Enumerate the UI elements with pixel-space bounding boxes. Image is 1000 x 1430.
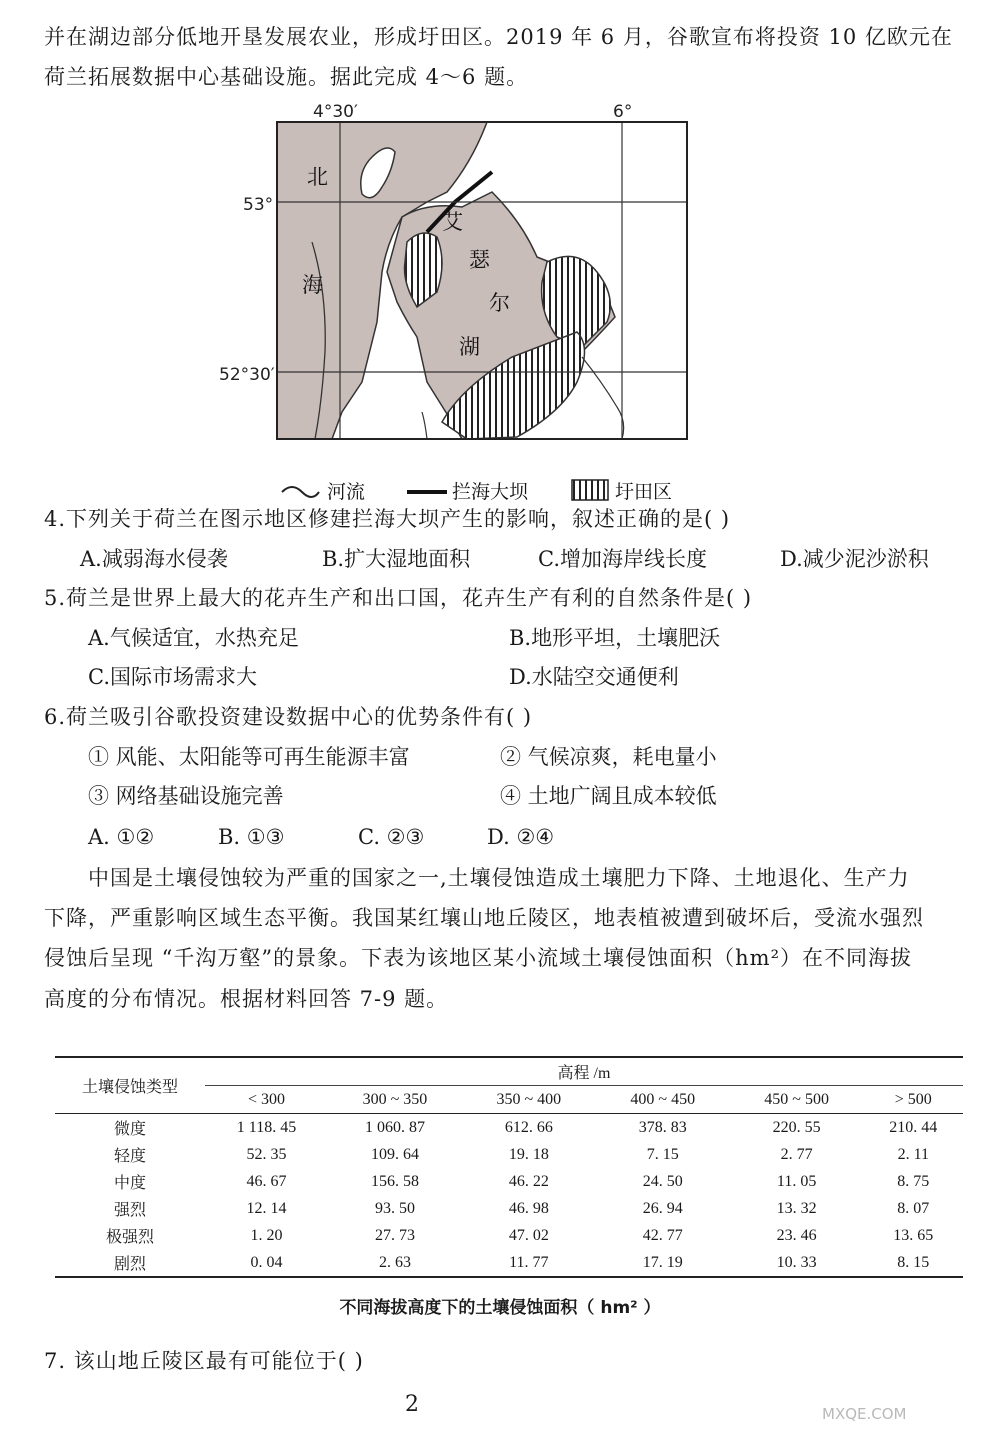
q7-stem: 7. 该山地丘陵区最有可能位于( ) [44, 1349, 364, 1373]
q5-option-d: D.水陆空交通便利 [509, 665, 679, 689]
intro-line-1: 并在湖边部分低地开垦发展农业，形成圩田区。2019 年 6 月，谷歌宣布将投资 10 亿欧元在 [44, 25, 953, 49]
row-type: 微度 [113, 1121, 146, 1138]
passage2-line-3: 侵蚀后呈现 “千沟万壑”的景象。下表为该地区某小流域土壤侵蚀面积（hm²）在不同海拔 [44, 946, 913, 970]
q4-option-a: A.减弱海水侵袭 [80, 547, 228, 571]
row-type: 强烈 [113, 1202, 146, 1219]
col-header: < 300 [205, 1086, 328, 1114]
cell: 13. 32 [776, 1199, 817, 1217]
cell: 19. 18 [508, 1145, 549, 1163]
cell: 612. 66 [504, 1118, 553, 1136]
table-row [55, 1222, 963, 1249]
table-row [55, 1114, 963, 1142]
cell: 23. 46 [776, 1226, 817, 1244]
col-header: 450 ~ 500 [730, 1086, 864, 1114]
row-type: 极强烈 [105, 1229, 154, 1246]
map-legend [282, 480, 672, 503]
q5-option-c: C.国际市场需求大 [88, 665, 257, 689]
cell: 17. 19 [596, 1249, 730, 1277]
watermark-site: MXQE.COM [822, 1405, 907, 1423]
q6-item-1: ① 风能、太阳能等可再生能源丰富 [88, 745, 410, 769]
q4-option-c: C.增加海岸线长度 [538, 547, 707, 571]
q4-option-b: B.扩大湿地面积 [322, 547, 471, 571]
cell: 11. 05 [776, 1172, 817, 1190]
cell: 11. 77 [462, 1249, 596, 1277]
cell: 8. 07 [897, 1199, 930, 1217]
q5-option-a: A.气候适宜，水热充足 [88, 626, 299, 650]
lake-char-4: 湖 [459, 335, 480, 359]
ijsselmeer-map [215, 92, 715, 512]
cell: 93. 50 [374, 1199, 415, 1217]
q4-stem: 4.下列关于荷兰在图示地区修建拦海大坝产生的影响，叙述正确的是( ) [44, 507, 731, 531]
lake-char-2: 瑟 [469, 248, 490, 272]
passage2-line-2: 下降，严重影响区域生态平衡。我国某红壤山地丘陵区，地表植被遭到破坏后，受流水强烈 [44, 906, 924, 930]
sea-char-2: 海 [302, 273, 323, 297]
table-row [55, 1195, 963, 1222]
row-header: 土壤侵蚀类型 [55, 1057, 205, 1114]
lake-char-3: 尔 [489, 291, 510, 315]
cell: 46. 22 [508, 1172, 549, 1190]
cell: 1 060. 87 [364, 1118, 425, 1136]
col-header: 300 ~ 350 [328, 1086, 462, 1114]
row-type: 中度 [113, 1175, 146, 1192]
legend-dam: 拦海大坝 [452, 481, 529, 503]
cell: 156. 58 [370, 1172, 419, 1190]
col-header: 400 ~ 450 [596, 1086, 730, 1114]
q6-item-3: ③ 网络基础设施完善 [88, 784, 284, 808]
q6-stem: 6.荷兰吸引谷歌投资建设数据中心的优势条件有( ) [44, 705, 533, 729]
cell: 0. 04 [205, 1249, 328, 1277]
cell: 1. 20 [250, 1226, 283, 1244]
q5-stem: 5.荷兰是世界上最大的花卉生产和出口国，花卉生产有利的自然条件是( ) [44, 586, 753, 610]
col-header: > 500 [864, 1086, 963, 1114]
passage2-line-4: 高度的分布情况。根据材料回答 7-9 题。 [44, 987, 449, 1011]
cell: 210. 44 [889, 1118, 938, 1136]
table-row [55, 1249, 963, 1277]
cell: 46. 98 [508, 1199, 549, 1217]
cell: 24. 50 [642, 1172, 683, 1190]
cell: 46. 67 [246, 1172, 287, 1190]
q6-item-4: ④ 土地广阔且成本较低 [500, 784, 717, 808]
cell: 47. 02 [508, 1226, 549, 1244]
cell: 12. 14 [246, 1199, 287, 1217]
table-caption: 不同海拔高度下的土壤侵蚀面积（ hm² ） [339, 1298, 661, 1318]
lat-label-bottom: 52°30′ [219, 365, 275, 385]
cell: 109. 64 [370, 1145, 419, 1163]
river-legend-icon [282, 487, 319, 497]
table-row [55, 1168, 963, 1195]
lake-char-1: 艾 [442, 210, 463, 234]
erosion-table [55, 1056, 963, 1278]
cell: 8. 75 [897, 1172, 930, 1190]
cell: 8. 15 [864, 1249, 963, 1277]
lat-label-top: 53° [243, 195, 274, 215]
cell: 1 118. 45 [236, 1118, 297, 1136]
table-row [55, 1141, 963, 1168]
cell: 13. 65 [893, 1226, 934, 1244]
q6-option-b: B. ①③ [218, 825, 285, 849]
cell: 7. 15 [646, 1145, 679, 1163]
polder-legend-icon [572, 480, 608, 500]
group-header: 高程 /m [205, 1057, 963, 1086]
q6-option-c: C. ②③ [358, 825, 425, 849]
intro-line-2: 荷兰拓展数据中心基础设施。据此完成 4～6 题。 [44, 65, 529, 89]
q6-item-2: ② 气候凉爽，耗电量小 [500, 745, 717, 769]
cell: 42. 77 [642, 1226, 683, 1244]
cell: 378. 83 [638, 1118, 687, 1136]
cell: 220. 55 [772, 1118, 821, 1136]
row-type: 轻度 [113, 1148, 146, 1165]
cell: 2. 77 [780, 1145, 813, 1163]
col-header: 350 ~ 400 [462, 1086, 596, 1114]
q6-option-d: D. ②④ [487, 825, 555, 849]
passage2-line-1: 中国是土壤侵蚀较为严重的国家之一,土壤侵蚀造成土壤肥力下降、土地退化、生产力 [88, 866, 910, 890]
cell: 2. 63 [328, 1249, 462, 1277]
river-1 [582, 357, 624, 439]
q4-option-d: D.减少泥沙淤积 [780, 547, 929, 571]
cell: 10. 33 [730, 1249, 864, 1277]
row-type: 剧烈 [55, 1249, 205, 1277]
legend-polder: 圩田区 [615, 481, 673, 503]
river-2 [422, 412, 427, 439]
cell: 2. 11 [897, 1145, 929, 1163]
q6-option-a: A. ①② [88, 825, 155, 849]
cell: 26. 94 [642, 1199, 683, 1217]
sea-char-1: 北 [307, 165, 328, 189]
q5-option-b: B.地形平坦，土壤肥沃 [509, 626, 721, 650]
cell: 27. 73 [374, 1226, 415, 1244]
cell: 52. 35 [246, 1145, 287, 1163]
page-number: 2 [405, 1392, 419, 1417]
lon-label-left: 4°30′ [313, 102, 358, 122]
lon-label-right: 6° [613, 102, 633, 122]
legend-river: 河流 [327, 481, 366, 503]
